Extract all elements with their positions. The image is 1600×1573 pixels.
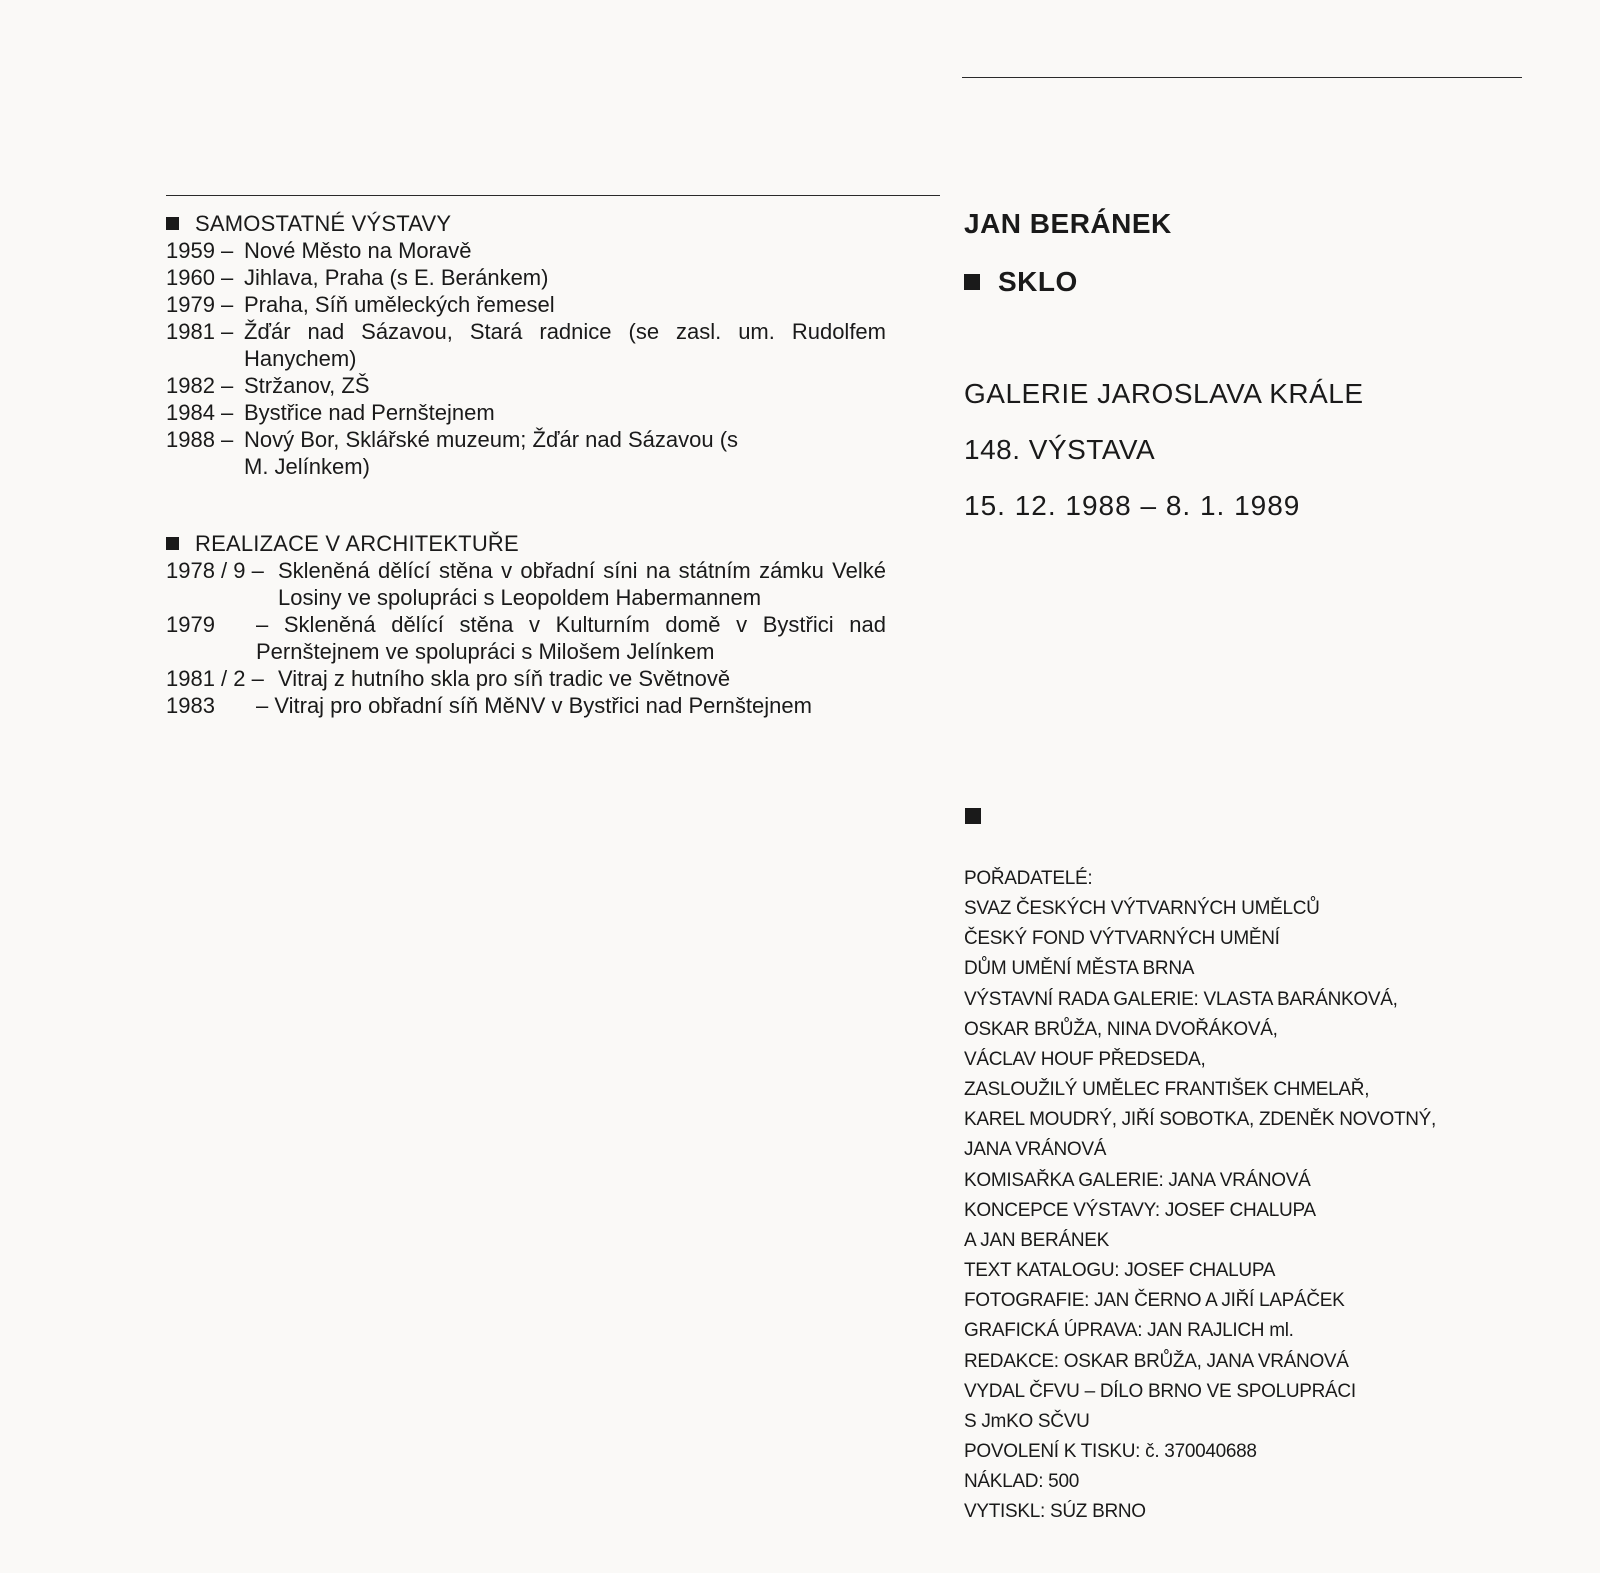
credits-line: SVAZ ČESKÝCH VÝTVARNÝCH UMĚLCŮ <box>964 898 1320 920</box>
credits-line: REDAKCE: OSKAR BRŮŽA, JANA VRÁNOVÁ <box>964 1350 1349 1372</box>
credits-line: A JAN BERÁNEK <box>964 1229 1109 1251</box>
credits-line: VÁCLAV HOUF PŘEDSEDA, <box>964 1048 1206 1070</box>
credits-line: VYDAL ČFVU – DÍLO BRNO VE SPOLUPRÁCI <box>964 1380 1356 1402</box>
gallery-name: GALERIE JAROSLAVA KRÁLE <box>964 378 1364 409</box>
entry-year: 1982 – <box>166 373 234 398</box>
list-item <box>166 372 886 399</box>
credits-line: KAREL MOUDRÝ, JIŘÍ SOBOTKA, ZDENĚK NOVOTNÝ, <box>964 1109 1437 1131</box>
entry-year: 1959 – <box>166 238 234 263</box>
list-item <box>166 692 886 719</box>
credits-line: KONCEPCE VÝSTAVY: JOSEF CHALUPA <box>964 1199 1316 1221</box>
list-item <box>166 426 886 480</box>
left-column <box>166 210 886 719</box>
solo-exhibitions-section <box>166 210 886 480</box>
architecture-section <box>166 530 886 719</box>
credits-line: VÝSTAVNÍ RADA GALERIE: VLASTA BARÁNKOVÁ, <box>964 988 1398 1010</box>
entry-year: 1979 – <box>166 292 234 317</box>
credits-line: S JmKO SČVU <box>964 1410 1090 1432</box>
credits-line: POVOLENÍ K TISKU: č. 370040688 <box>964 1440 1257 1462</box>
solo-exhibitions-heading <box>166 210 886 237</box>
entry-year: 1981 / 2 – <box>166 666 264 691</box>
credits-line: DŮM UMĚNÍ MĚSTA BRNA <box>964 958 1195 980</box>
credits-line: ČESKÝ FOND VÝTVARNÝCH UMĚNÍ <box>964 928 1280 950</box>
entry-text: Bystřice nad Pernštejnem <box>244 400 495 425</box>
entry-text: – Vitraj pro obřadní síň MěNV v Bystřici nad Pernštejnem <box>256 693 812 718</box>
entry-year: 1960 – <box>166 265 234 290</box>
credits-block <box>964 864 1436 1527</box>
credits-line: OSKAR BRŮŽA, NINA DVOŘÁKOVÁ, <box>964 1018 1278 1040</box>
square-bullet-icon <box>166 537 179 550</box>
entry-text: Skleněná dělící stěna v obřadní síni na státním zámku Velké Losiny ve spolupráci s Leopoldem Habermannem <box>278 558 886 610</box>
entry-text: Nový Bor, Sklářské muzeum; Žďár nad Sázavou (s M. Jelínkem) <box>244 427 739 479</box>
heading-text: SAMOSTATNÉ VÝSTAVY <box>195 211 452 236</box>
entry-text: – Skleněná dělící stěna v Kulturním domě v Bystřici nad Pernštejnem ve spolupráci s Milošem Jelínkem <box>256 612 886 664</box>
entry-year: 1979 <box>166 612 215 637</box>
entry-text: Praha, Síň uměleckých řemesel <box>244 292 555 317</box>
list-item <box>166 318 886 372</box>
list-item <box>166 399 886 426</box>
square-bullet-icon <box>964 274 980 290</box>
entry-year: 1981 – <box>166 319 234 344</box>
entry-year: 1983 <box>166 693 215 718</box>
list-item <box>166 611 886 665</box>
entry-year: 1978 / 9 – <box>166 558 264 583</box>
credits-line: KOMISAŘKA GALERIE: JANA VRÁNOVÁ <box>964 1169 1311 1191</box>
left-column-rule <box>166 195 940 196</box>
credits-line: FOTOGRAFIE: JAN ČERNO A JIŘÍ LAPÁČEK <box>964 1290 1345 1312</box>
list-item <box>166 557 886 611</box>
credits-line: GRAFICKÁ ÚPRAVA: JAN RAJLICH ml. <box>964 1320 1294 1342</box>
entry-text: Vitraj z hutního skla pro síň tradic ve Světnově <box>278 666 731 691</box>
heading-text: REALIZACE V ARCHITEKTUŘE <box>195 531 519 556</box>
credits-line: VYTISKL: SÚZ BRNO <box>964 1501 1146 1523</box>
square-bullet-icon <box>965 808 981 824</box>
list-item <box>166 291 886 318</box>
list-item <box>166 665 886 692</box>
medium-title <box>964 266 1078 298</box>
square-bullet-icon <box>166 217 179 230</box>
top-right-rule <box>962 77 1522 78</box>
artist-name: JAN BERÁNEK <box>964 208 1172 239</box>
entry-text: Nové Město na Moravě <box>244 238 472 263</box>
exhibition-number: 148. VÝSTAVA <box>964 434 1156 465</box>
credits-line: JANA VRÁNOVÁ <box>964 1139 1107 1161</box>
credits-line: NÁKLAD: 500 <box>964 1471 1079 1493</box>
entry-year: 1984 – <box>166 400 234 425</box>
architecture-heading <box>166 530 886 557</box>
list-item <box>166 237 886 264</box>
entry-text: Žďár nad Sázavou, Stará radnice (se zasl. um. Rudolfem Hanychem) <box>244 319 886 371</box>
entry-text: Stržanov, ZŠ <box>244 373 370 398</box>
credits-line: POŘADATELÉ: <box>964 868 1093 889</box>
entry-year: 1988 – <box>166 427 234 452</box>
credits-line: ZASLOUŽILÝ UMĚLEC FRANTIŠEK CHMELAŘ, <box>964 1079 1370 1101</box>
medium-text: SKLO <box>998 266 1078 297</box>
exhibition-dates: 15. 12. 1988 – 8. 1. 1989 <box>964 490 1301 521</box>
credits-line: TEXT KATALOGU: JOSEF CHALUPA <box>964 1260 1276 1282</box>
list-item <box>166 264 886 291</box>
entry-text: Jihlava, Praha (s E. Beránkem) <box>244 265 549 290</box>
